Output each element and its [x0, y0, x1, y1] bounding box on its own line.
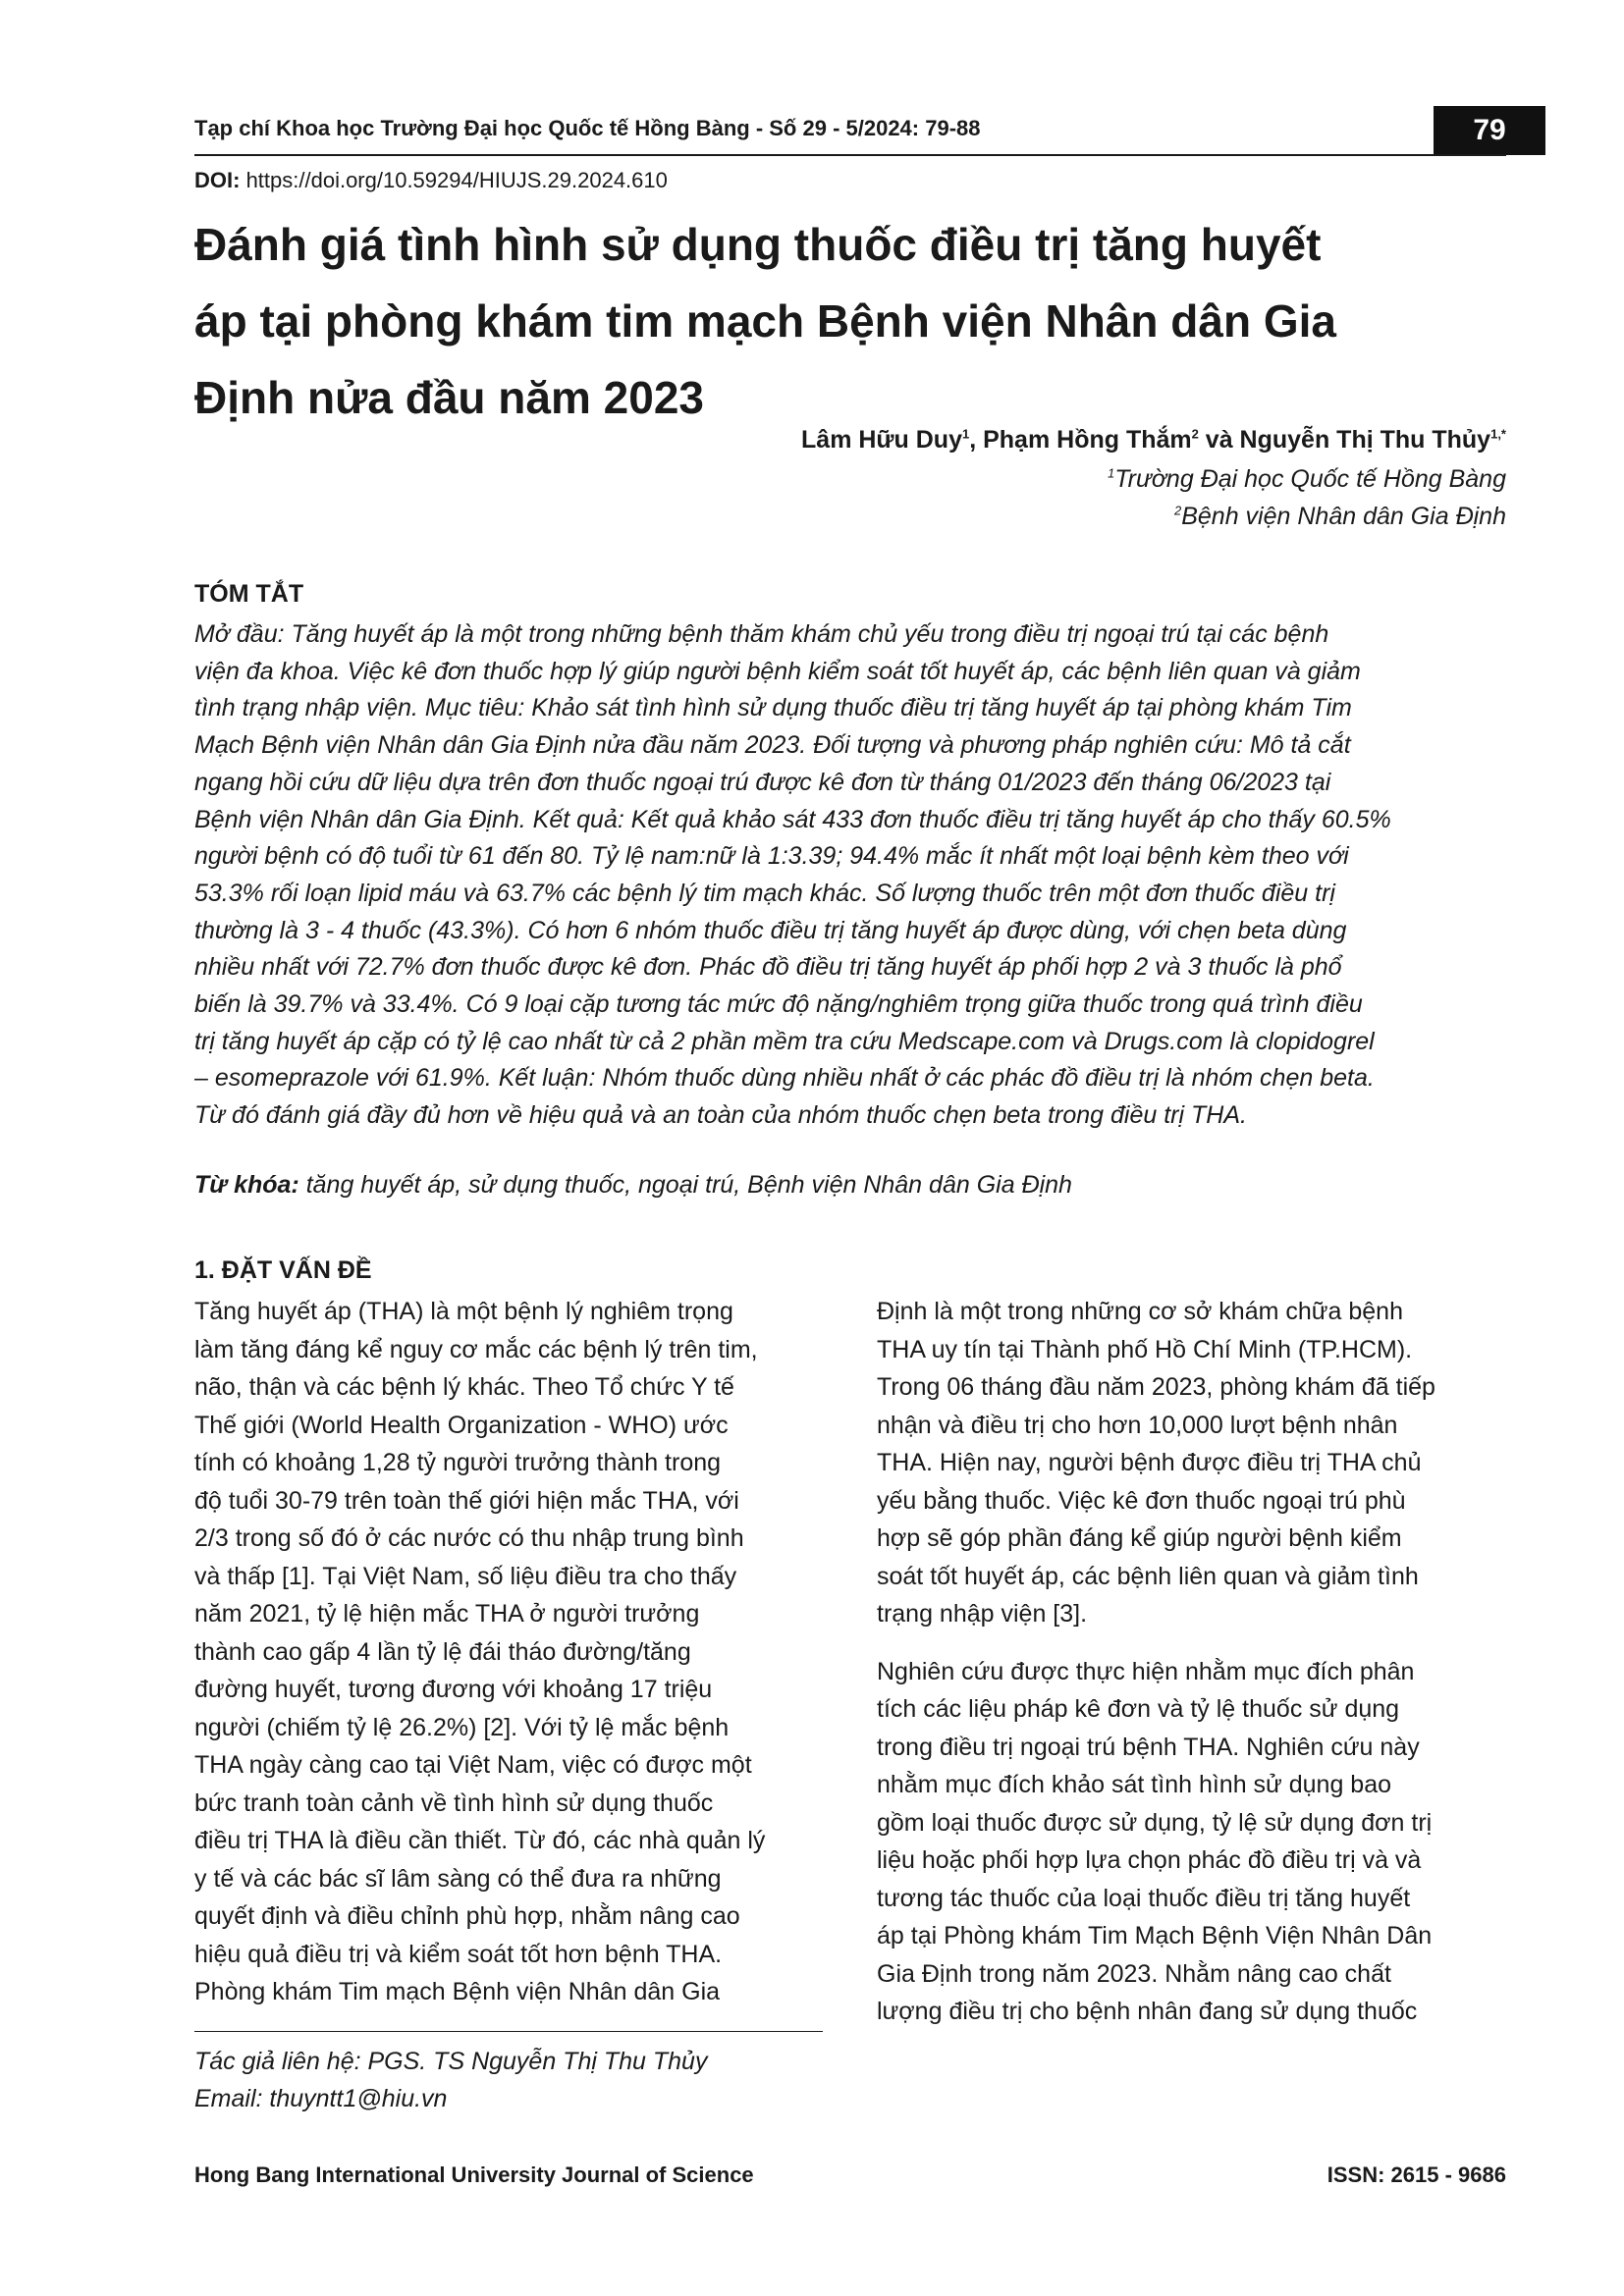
contact-email[interactable]: Email: thuyntt1@hiu.vn: [194, 2085, 448, 2112]
body-line: gồm loại thuốc được sử dụng, tỷ lệ sử dụng đơn trị: [877, 1808, 1433, 1837]
body-line: yếu bằng thuốc. Việc kê đơn thuốc ngoại trú phù: [877, 1486, 1406, 1515]
paragraph: [877, 1653, 1510, 2031]
abstract-line: người bệnh có độ tuổi từ 61 đến 80. Tỷ lệ nam:nữ là 1:3.39; 94.4% mắc ít nhất một loại bệnh kèm theo với: [194, 842, 1349, 871]
affiliation: [1174, 503, 1506, 531]
body-line: điều trị THA là điều cần thiết. Từ đó, các nhà quản lý: [194, 1827, 766, 1854]
body-line: hiệu quả điều trị và kiểm soát tốt hơn bệnh THA.: [194, 1940, 723, 1968]
title-line: Đánh giá tình hình sử dụng thuốc điều trị tăng huyết: [194, 219, 1322, 270]
author-name: , Phạm Hồng Thắm: [969, 426, 1192, 454]
body-line: Tăng huyết áp (THA) là một bệnh lý nghiêm trọng: [194, 1298, 733, 1325]
body-line: THA ngày càng cao tại Việt Nam, việc có được một: [194, 1751, 752, 1779]
body-line: nhận và điều trị cho hơn 10,000 lượt bệnh nhân: [877, 1411, 1398, 1439]
body-line: người (chiếm tỷ lệ 26.2%) [2]. Với tỷ lệ mắc bệnh: [194, 1713, 730, 1741]
body-line: soát tốt huyết áp, các bệnh liên quan và giảm tình: [877, 1562, 1419, 1590]
body-line: độ tuổi 30-79 trên toàn thế giới hiện mắc THA, với: [194, 1486, 739, 1515]
author-sup: 2: [1191, 426, 1199, 442]
affiliation-text: Bệnh viện Nhân dân Gia Định: [1181, 503, 1506, 530]
body-line: bức tranh toàn cảnh về tình hình sử dụng thuốc: [194, 1789, 714, 1817]
doi-line: [194, 168, 668, 193]
abstract-line: thường là 3 - 4 thuốc (43.3%). Có hơn 6 nhóm thuốc điều trị tăng huyết áp được dùng, với chẹn beta dùng: [194, 916, 1347, 944]
abstract-line: Từ đó đánh giá đầy đủ hơn về hiệu quả và an toàn của nhóm thuốc chẹn beta trong điều trị THA.: [194, 1101, 1247, 1130]
abstract-line: – esomeprazole với 61.9%. Kết luận: Nhóm thuốc dùng nhiều nhất ở các phác đồ điều trị là nhóm chẹn beta.: [194, 1064, 1375, 1093]
affiliation: [1108, 465, 1506, 494]
body-line: THA uy tín tại Thành phố Hồ Chí Minh (TP.HCM).: [877, 1335, 1413, 1363]
abstract-line: Bệnh viện Nhân dân Gia Định. Kết quả: Kết quả khảo sát 433 đơn thuốc điều trị tăng huyết áp cho thấy 60.5%: [194, 805, 1391, 833]
abstract-line: tình trạng nhập viện. Mục tiêu: Khảo sát tình hình sử dụng thuốc điều trị tăng huyết áp tại phòng khám Tim: [194, 694, 1352, 722]
body-line: trong điều trị ngoại trú bệnh THA. Nghiên cứu này: [877, 1733, 1420, 1761]
abstract-line: trị tăng huyết áp cặp có tỷ lệ cao nhất từ cả 2 phần mềm tra cứu Medscape.com và Drugs.com là clopidogrel: [194, 1027, 1375, 1055]
title-line: áp tại phòng khám tim mạch Bệnh viện Nhân dân Gia: [194, 295, 1336, 347]
journal-header: Tạp chí Khoa học Trường Đại học Quốc tế Hồng Bàng - Số 29 - 5/2024: 79-88: [194, 116, 981, 140]
body-line: THA. Hiện nay, người bệnh được điều trị THA chủ: [877, 1449, 1422, 1476]
body-line: y tế và các bác sĩ lâm sàng có thể đưa ra những: [194, 1864, 722, 1893]
body-line: áp tại Phòng khám Tim Mạch Bệnh Viện Nhân Dân: [877, 1922, 1433, 1949]
abstract-line: 53.3% rối loạn lipid máu và 63.7% các bệnh lý tim mạch khác. Số lượng thuốc trên một đơn thuốc điều trị: [194, 879, 1335, 907]
body-line: hợp sẽ góp phần đáng kể giúp người bệnh kiểm: [877, 1524, 1402, 1552]
doi-label: DOI:: [194, 168, 241, 192]
body-line: Trong 06 tháng đầu năm 2023, phòng khám đã tiếp: [877, 1373, 1435, 1401]
footer-issn: ISSN: 2615 - 9686: [1326, 2163, 1506, 2187]
author-sup: 1: [961, 426, 970, 442]
body-line: lượng điều trị cho bệnh nhân đang sử dụng thuốc: [877, 1998, 1418, 2025]
body-line: làm tăng đáng kể nguy cơ mắc các bệnh lý trên tim,: [194, 1335, 758, 1363]
abstract-line: nhiều nhất với 72.7% đơn thuốc được kê đơn. Phác đồ điều trị tăng huyết áp phối hợp 2 và 3 thuốc là phổ: [194, 953, 1342, 982]
body-line: tính có khoảng 1,28 tỷ người trưởng thành trong: [194, 1449, 722, 1476]
body-line: quyết định và điều chỉnh phù hợp, nhằm nâng cao: [194, 1902, 740, 1930]
header-rule: [194, 154, 1506, 156]
body-line: đường huyết, tương đương với khoảng 17 triệu: [194, 1676, 713, 1703]
author-sup: 1,*: [1490, 426, 1506, 442]
affiliation-sup: 2: [1173, 503, 1182, 518]
abstract-line: Mở đầu: Tăng huyết áp là một trong những bệnh thăm khám chủ yếu trong điều trị ngoại trú tại các bệnh: [194, 620, 1329, 648]
right-column: [877, 1293, 1510, 2031]
body-line: Định là một trong những cơ sở khám chữa bệnh: [877, 1298, 1403, 1325]
affiliation-sup: 1: [1108, 465, 1115, 481]
body-line: Thế giới (World Health Organization - WHO) ước: [194, 1411, 729, 1439]
paragraph: [877, 1293, 1510, 1633]
body-line: Nghiên cứu được thực hiện nhằm mục đích phân: [877, 1657, 1415, 1685]
body-line: năm 2021, tỷ lệ hiện mắc THA ở người trưởng: [194, 1600, 700, 1628]
title-line: Định nửa đầu năm 2023: [194, 372, 705, 423]
body-line: và thấp [1]. Tại Việt Nam, số liệu điều tra cho thấy: [194, 1562, 737, 1590]
keywords-label: Từ khóa:: [194, 1171, 299, 1199]
keywords-line: [194, 1171, 1072, 1200]
footer-journal: Hong Bang International University Journal of Science: [194, 2163, 754, 2187]
page-number: 79: [1434, 106, 1545, 155]
keywords-text: tăng huyết áp, sử dụng thuốc, ngoại trú, Bệnh viện Nhân dân Gia Định: [298, 1171, 1072, 1199]
abstract-line: Mạch Bệnh viện Nhân dân Gia Định nửa đầu năm 2023. Đối tượng và phương pháp nghiên cứu: Mô tả cắt: [194, 731, 1351, 760]
affiliation-text: Trường Đại học Quốc tế Hồng Bàng: [1114, 465, 1506, 493]
doi-link[interactable]: https://doi.org/10.59294/HIUJS.29.2024.610: [240, 168, 668, 192]
body-line: 2/3 trong số đó ở các nước có thu nhập trung bình: [194, 1524, 744, 1552]
abstract-line: viện đa khoa. Việc kê đơn thuốc hợp lý giúp người bệnh kiểm soát tốt huyết áp, các bệnh liên quan và giảm: [194, 657, 1361, 685]
body-line: tương tác thuốc của loại thuốc điều trị tăng huyết: [877, 1884, 1411, 1912]
body-line: nhằm mục đích khảo sát tình hình sử dụng bao: [877, 1771, 1392, 1798]
abstract-body: [194, 616, 1510, 1135]
body-line: Gia Định trong năm 2023. Nhằm nâng cao chất: [877, 1959, 1391, 1988]
body-line: thành cao gấp 4 lần tỷ lệ đái tháo đường/tăng: [194, 1637, 691, 1666]
abstract-line: biến là 39.7% và 33.4%. Có 9 loại cặp tương tác mức độ nặng/nghiêm trọng giữa thuốc trong quá trình điều: [194, 990, 1363, 1019]
contact-author: Tác giả liên hệ: PGS. TS Nguyễn Thị Thu Thủy: [194, 2048, 708, 2075]
body-line: Phòng khám Tim mạch Bệnh viện Nhân dân Gia: [194, 1978, 721, 2005]
abstract-heading: TÓM TẮT: [194, 580, 304, 608]
body-line: trạng nhập viện [3].: [877, 1600, 1088, 1628]
corresponding-author-note: [194, 2043, 707, 2117]
author-name: và Nguyễn Thị Thu Thủy: [1198, 426, 1491, 454]
body-line: não, thận và các bệnh lý khác. Theo Tổ chức Y tế: [194, 1373, 734, 1401]
left-column: [194, 1293, 823, 2011]
author-list: [801, 426, 1506, 454]
section-heading: 1. ĐẶT VẤN ĐỀ: [194, 1256, 372, 1284]
author-name: Lâm Hữu Duy: [801, 426, 962, 454]
abstract-line: ngang hồi cứu dữ liệu dựa trên đơn thuốc ngoại trú được kê đơn từ tháng 01/2023 đến tháng 06/2023 tại: [194, 768, 1331, 796]
body-line: liệu hoặc phối hợp lựa chọn phác đồ điều trị và và: [877, 1846, 1422, 1874]
footnote-rule: [194, 2031, 823, 2032]
article-title: [194, 206, 1530, 436]
body-line: tích các liệu pháp kê đơn và tỷ lệ thuốc sử dụng: [877, 1695, 1400, 1723]
